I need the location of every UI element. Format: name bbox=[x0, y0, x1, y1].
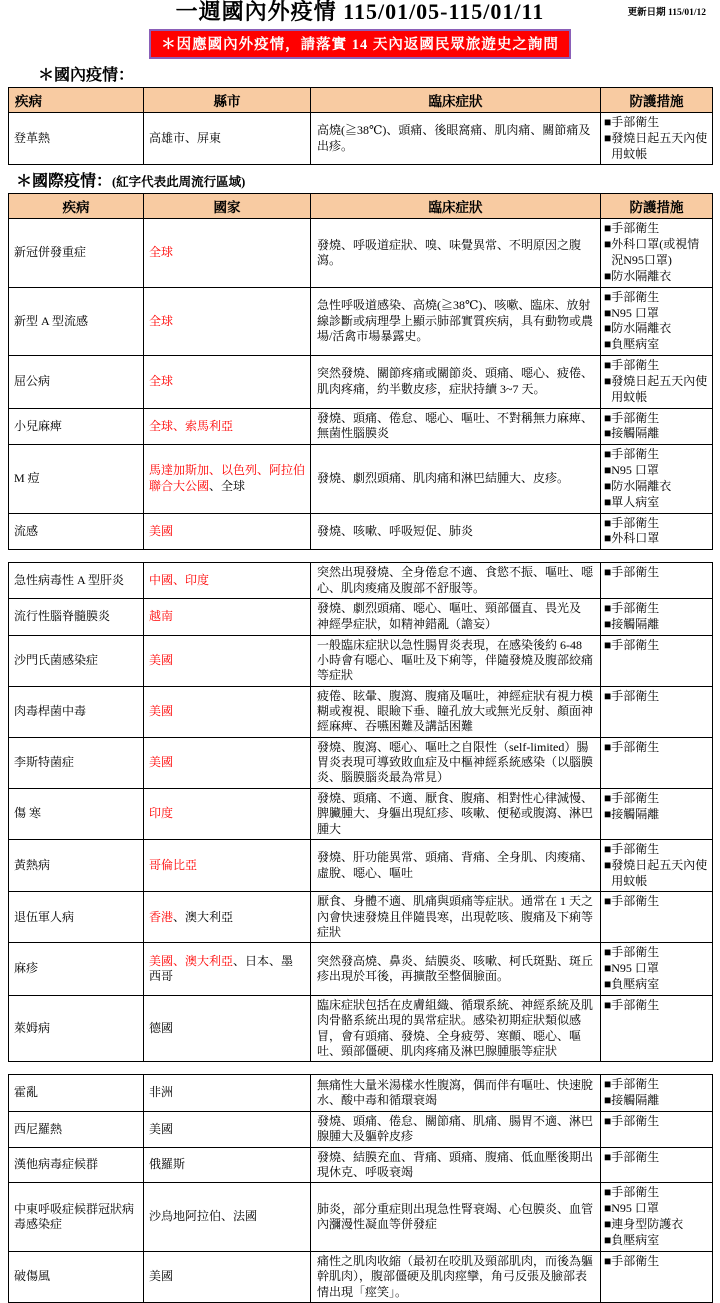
symptoms-cell: 發燒、呼吸道症狀、嗅、味覺異常、不明原因之腹瀉。 bbox=[311, 219, 601, 287]
black-square-icon: ■ bbox=[604, 977, 612, 992]
measure-text: 手部衛生 bbox=[611, 841, 660, 856]
measure-text: 單人病室 bbox=[611, 494, 660, 509]
measure-text: 手部衛生 bbox=[611, 115, 660, 129]
title-row bbox=[8, 0, 712, 26]
measure-text: 發燒日起五天內使用蚊帳 bbox=[611, 373, 708, 404]
table-row bbox=[9, 408, 713, 445]
measure-item bbox=[604, 479, 710, 495]
measure-text: 手部衛生 bbox=[611, 945, 660, 960]
disease-name-cell: 傷 寒 bbox=[9, 788, 144, 839]
measure-text: 負壓病室 bbox=[611, 1232, 660, 1247]
disease-name-cell: 黃熱病 bbox=[9, 839, 144, 891]
country-cell bbox=[144, 408, 311, 445]
measures-cell bbox=[601, 1075, 713, 1112]
country-text: 非洲 bbox=[149, 1085, 174, 1100]
update-date: 更新日期 115/01/12 bbox=[627, 8, 706, 18]
measure-text: 負壓病室 bbox=[611, 977, 660, 992]
disease-name-cell: M 痘 bbox=[9, 445, 144, 513]
black-square-icon: ■ bbox=[604, 841, 612, 856]
table-row bbox=[9, 113, 713, 165]
measures-cell bbox=[601, 839, 713, 891]
banner-wrap bbox=[8, 29, 712, 59]
country-epidemic-area: 越南 bbox=[149, 608, 174, 623]
table-row bbox=[9, 563, 713, 599]
symptoms-cell: 發燒、頭痛、倦怠、噁心、嘔吐、不對稱無力麻痺、無菌性腦膜炎 bbox=[311, 408, 601, 445]
country-epidemic-area: 全球 bbox=[149, 313, 174, 328]
symptoms-cell: 發燒、結膜充血、背痛、頭痛、腹痛、低血壓後期出現休克、呼吸衰竭 bbox=[311, 1147, 601, 1183]
table-row bbox=[9, 892, 713, 943]
measure-item bbox=[604, 1254, 710, 1270]
black-square-icon: ■ bbox=[604, 115, 612, 129]
table-row bbox=[9, 686, 713, 737]
black-square-icon: ■ bbox=[604, 1093, 612, 1108]
symptoms-cell: 無痛性大量米湯樣水性腹瀉，偶而伴有嘔吐、快速脫水、酸中毒和循環衰竭 bbox=[311, 1075, 601, 1112]
disease-name-cell: 霍亂 bbox=[9, 1075, 144, 1112]
measure-item bbox=[604, 961, 710, 977]
disease-name-cell: 沙門氏菌感染症 bbox=[9, 635, 144, 686]
table-row bbox=[9, 1075, 713, 1112]
country-epidemic-area: 全球、索馬利亞 bbox=[149, 418, 234, 433]
table-row bbox=[9, 445, 713, 513]
country-cell bbox=[144, 943, 311, 995]
table-header-row bbox=[9, 88, 713, 113]
black-square-icon: ■ bbox=[604, 1201, 612, 1216]
measure-item bbox=[604, 1093, 710, 1109]
disease-name-cell: 急性病毒性 A 型肝炎 bbox=[9, 563, 144, 599]
disease-name-cell: 漢他病毒症候群 bbox=[9, 1147, 144, 1183]
black-square-icon: ■ bbox=[604, 237, 612, 252]
table-row bbox=[9, 1147, 713, 1183]
disease-name-cell: 李斯特菌症 bbox=[9, 737, 144, 788]
domestic-epidemic-table bbox=[8, 87, 713, 165]
measure-item bbox=[604, 221, 710, 237]
disease-name-cell: 破傷風 bbox=[9, 1251, 144, 1302]
black-square-icon: ■ bbox=[604, 1253, 612, 1268]
country-epidemic-area: 美國 bbox=[149, 523, 174, 538]
country-epidemic-area: 香港 bbox=[149, 909, 174, 924]
measure-text: N95 口罩 bbox=[611, 305, 659, 320]
measure-text: N95 口罩 bbox=[611, 1201, 659, 1216]
measure-text: 手部衛生 bbox=[611, 688, 660, 703]
measure-text: 接觸隔離 bbox=[611, 616, 660, 631]
disease-name-cell: 新冠併發重症 bbox=[9, 219, 144, 287]
country-cell bbox=[144, 839, 311, 891]
black-square-icon: ■ bbox=[604, 1217, 612, 1232]
measures-cell bbox=[601, 219, 713, 287]
black-square-icon: ■ bbox=[604, 637, 612, 652]
measures-cell bbox=[601, 1112, 713, 1148]
country-epidemic-area: 全球 bbox=[149, 245, 174, 260]
disease-name-cell: 麻疹 bbox=[9, 943, 144, 995]
measure-item bbox=[604, 894, 710, 910]
symptoms-cell: 突然發高燒、鼻炎、結膜炎、咳嗽、柯氏斑點、斑丘疹出現於耳後，再擴散至整個臉面。 bbox=[311, 943, 601, 995]
black-square-icon: ■ bbox=[604, 997, 612, 1012]
measure-item bbox=[604, 321, 710, 337]
symptoms-cell: 發燒、咳嗽、呼吸短促、肺炎 bbox=[311, 513, 601, 550]
measure-item bbox=[604, 115, 710, 131]
country-cell bbox=[144, 1147, 311, 1183]
black-square-icon: ■ bbox=[604, 1114, 612, 1129]
measures-cell bbox=[601, 563, 713, 599]
black-square-icon: ■ bbox=[604, 130, 612, 145]
measure-item bbox=[604, 565, 710, 581]
table-row bbox=[9, 1112, 713, 1148]
measures-cell bbox=[601, 892, 713, 943]
country-epidemic-area: 美國 bbox=[149, 754, 174, 769]
column-header: 臨床症狀 bbox=[311, 88, 601, 113]
measure-item bbox=[604, 426, 710, 442]
country-text: 、日本、墨西哥 bbox=[149, 953, 294, 984]
measure-item bbox=[604, 374, 710, 406]
column-header: 疾病 bbox=[9, 194, 144, 219]
country-cell bbox=[144, 1251, 311, 1302]
country-epidemic-area: 美國 bbox=[149, 652, 174, 667]
black-square-icon: ■ bbox=[604, 463, 612, 478]
disease-name-cell: 中東呼吸症候群冠狀病毒感染症 bbox=[9, 1183, 144, 1251]
measures-cell bbox=[601, 635, 713, 686]
country-cell bbox=[144, 635, 311, 686]
measure-item bbox=[604, 1077, 710, 1093]
international-epidemic-table-1 bbox=[8, 193, 713, 550]
table-row bbox=[9, 1251, 713, 1302]
measure-text: 接觸隔離 bbox=[611, 1093, 660, 1108]
measure-item bbox=[604, 131, 710, 163]
column-header: 縣市 bbox=[144, 88, 311, 113]
measures-cell bbox=[601, 445, 713, 513]
measure-text: 防水隔離衣 bbox=[611, 268, 672, 283]
measure-item bbox=[604, 1217, 710, 1233]
measure-text: 手部衛生 bbox=[611, 997, 660, 1012]
country-text: 美國 bbox=[149, 1269, 174, 1284]
column-header: 臨床症狀 bbox=[311, 194, 601, 219]
measure-text: 手部衛生 bbox=[611, 1149, 660, 1164]
country-cell bbox=[144, 287, 311, 355]
measure-item bbox=[604, 237, 710, 269]
symptoms-cell: 發燒、腹瀉、噁心、嘔吐之自限性（self-limited）腸胃炎表現可導致敗血症及中樞神經系統感染（以腦膜炎、腦膜腦炎最為常見） bbox=[311, 737, 601, 788]
measures-cell bbox=[601, 995, 713, 1061]
measure-item bbox=[604, 1233, 710, 1249]
black-square-icon: ■ bbox=[604, 857, 612, 872]
measures-cell bbox=[601, 408, 713, 445]
column-header: 疾病 bbox=[9, 88, 144, 113]
country-cell bbox=[144, 892, 311, 943]
black-square-icon: ■ bbox=[604, 806, 612, 821]
symptoms-cell: 突然發燒、關節疼痛或關節炎、頭痛、噁心、疲倦、肌肉疼痛，約半數皮疹，症狀持續 3~7 天。 bbox=[311, 356, 601, 408]
black-square-icon: ■ bbox=[604, 565, 612, 580]
measure-item bbox=[604, 601, 710, 617]
column-header: 防護措施 bbox=[601, 194, 713, 219]
country-cell bbox=[144, 1183, 311, 1251]
measure-item bbox=[604, 516, 710, 532]
measure-text: 接觸隔離 bbox=[611, 806, 660, 821]
table-row bbox=[9, 356, 713, 408]
symptoms-cell: 臨床症狀包括在皮膚組織、循環系統、神經系統及肌肉骨骼系統出現的異常症狀。感染初期症狀類似感冒，會有頭痛、發燒、全身疲勞、寒顫、噁心、嘔吐、頸部僵硬、肌肉疼痛及淋巴腺腫脹等症狀 bbox=[311, 995, 601, 1061]
measure-item bbox=[604, 1201, 710, 1217]
symptoms-cell: 發燒、劇烈頭痛、噁心、嘔吐、頸部僵直、畏光及 神經學症狀，如精神錯亂（譫妄） bbox=[311, 598, 601, 635]
page-title: 一週國內外疫情 115/01/05-115/01/11 bbox=[175, 0, 545, 24]
symptoms-cell: 痛性之肌肉收縮（最初在咬肌及頸部肌肉，而後為軀幹肌肉），腹部僵硬及肌肉痙攣，角弓反張及臉部表情出現「痙笑」。 bbox=[311, 1251, 601, 1302]
country-text: 高雄市、屏東 bbox=[149, 130, 222, 145]
measure-item bbox=[604, 358, 710, 374]
measure-item bbox=[604, 269, 710, 285]
measure-item bbox=[604, 495, 710, 511]
measure-item bbox=[604, 791, 710, 807]
country-cell bbox=[144, 686, 311, 737]
measure-text: 手部衛生 bbox=[611, 1253, 660, 1268]
black-square-icon: ■ bbox=[604, 221, 612, 236]
country-cell bbox=[144, 598, 311, 635]
country-cell bbox=[144, 1112, 311, 1148]
disease-name-cell: 西尼羅熱 bbox=[9, 1112, 144, 1148]
country-epidemic-area: 中國、印度 bbox=[149, 572, 210, 587]
country-cell bbox=[144, 563, 311, 599]
country-cell bbox=[144, 113, 311, 165]
country-epidemic-area: 全球 bbox=[149, 374, 174, 389]
disease-name-cell: 肉毒桿菌中毒 bbox=[9, 686, 144, 737]
disease-name-cell: 流感 bbox=[9, 513, 144, 550]
measure-text: 手部衛生 bbox=[611, 894, 660, 909]
black-square-icon: ■ bbox=[604, 790, 612, 805]
country-cell bbox=[144, 445, 311, 513]
symptoms-cell: 厭食、身體不適、肌痛與頭痛等症狀。通常在 1 天之內會快速發燒且伴隨畏寒，出現乾咳、腹痛及下痢等症狀 bbox=[311, 892, 601, 943]
measures-cell bbox=[601, 1183, 713, 1251]
black-square-icon: ■ bbox=[604, 961, 612, 976]
country-cell bbox=[144, 1075, 311, 1112]
disease-name-cell: 流行性腦脊髓膜炎 bbox=[9, 598, 144, 635]
column-header: 國家 bbox=[144, 194, 311, 219]
symptoms-cell: 一般臨床症狀以急性腸胃炎表現，在感染後約 6-48 小時會有噁心、嘔吐及下痢等，伴隨發燒及腹部絞痛等症狀 bbox=[311, 635, 601, 686]
black-square-icon: ■ bbox=[604, 321, 612, 336]
country-text: 美國 bbox=[149, 1121, 174, 1136]
measure-text: 外科口罩 bbox=[611, 531, 660, 546]
table-row bbox=[9, 287, 713, 355]
table-row bbox=[9, 995, 713, 1061]
table-row bbox=[9, 839, 713, 891]
black-square-icon: ■ bbox=[604, 426, 612, 441]
country-epidemic-area: 美國 bbox=[149, 703, 174, 718]
measure-text: 手部衛生 bbox=[611, 447, 660, 462]
black-square-icon: ■ bbox=[604, 478, 612, 493]
black-square-icon: ■ bbox=[604, 373, 612, 388]
measure-item bbox=[604, 998, 710, 1014]
measures-cell bbox=[601, 1147, 713, 1183]
measure-item bbox=[604, 807, 710, 823]
symptoms-cell: 高燒(≧38℃)、頭痛、後眼窩痛、肌肉痛、關節痛及出疹。 bbox=[311, 113, 601, 165]
measures-cell bbox=[601, 598, 713, 635]
symptoms-cell: 發燒、肝功能異常、頭痛、背痛、全身肌、肉痠痛、虛脫、噁心、嘔吐 bbox=[311, 839, 601, 891]
measure-text: 手部衛生 bbox=[611, 565, 660, 580]
measure-item bbox=[604, 447, 710, 463]
country-text: 德國 bbox=[149, 1020, 174, 1035]
international-epidemic-table-2 bbox=[8, 562, 713, 1062]
country-cell bbox=[144, 356, 311, 408]
symptoms-cell: 肺炎，部分重症則出現急性腎衰竭、心包膜炎、血管內瀰漫性凝血等併發症 bbox=[311, 1183, 601, 1251]
measure-text: 手部衛生 bbox=[611, 1114, 660, 1129]
country-text: 沙烏地阿拉伯、法國 bbox=[149, 1209, 258, 1224]
measure-text: 防水隔離衣 bbox=[611, 321, 672, 336]
table-row bbox=[9, 1183, 713, 1251]
measure-item bbox=[604, 638, 710, 654]
country-text: 、全球 bbox=[209, 478, 246, 493]
black-square-icon: ■ bbox=[604, 515, 612, 530]
measures-cell bbox=[601, 737, 713, 788]
measure-item bbox=[604, 463, 710, 479]
table-row bbox=[9, 219, 713, 287]
domestic-section-heading: ＊國內疫情： bbox=[38, 67, 135, 84]
symptoms-cell: 疲倦、眩暈、腹瀉、腹痛及嘔吐，神經症狀有視力模糊或複視、眼瞼下垂、瞳孔放大或無光反射、顏面神經麻痺、吞嚥困難及講話困難 bbox=[311, 686, 601, 737]
international-section-heading bbox=[16, 168, 712, 191]
measure-item bbox=[604, 689, 710, 705]
measures-cell bbox=[601, 788, 713, 839]
measure-text: 手部衛生 bbox=[611, 515, 660, 530]
measure-item bbox=[604, 977, 710, 993]
measure-item bbox=[604, 858, 710, 890]
black-square-icon: ■ bbox=[604, 616, 612, 631]
black-square-icon: ■ bbox=[604, 410, 612, 425]
measure-item bbox=[604, 337, 710, 353]
international-epidemic-table-3 bbox=[8, 1074, 713, 1302]
measure-text: 外科口罩(或視情況N95口罩) bbox=[611, 237, 700, 268]
measures-cell bbox=[601, 943, 713, 995]
measure-item bbox=[604, 617, 710, 633]
measure-item bbox=[604, 1150, 710, 1166]
black-square-icon: ■ bbox=[604, 894, 612, 909]
symptoms-cell: 發燒、劇烈頭痛、肌肉痛和淋巴結腫大、皮疹。 bbox=[311, 445, 601, 513]
measure-item bbox=[604, 740, 710, 756]
black-square-icon: ■ bbox=[604, 305, 612, 320]
table-row bbox=[9, 788, 713, 839]
country-cell bbox=[144, 513, 311, 550]
black-square-icon: ■ bbox=[604, 494, 612, 509]
black-square-icon: ■ bbox=[604, 1077, 612, 1092]
column-header: 防護措施 bbox=[601, 88, 713, 113]
black-square-icon: ■ bbox=[604, 688, 612, 703]
black-square-icon: ■ bbox=[604, 337, 612, 352]
black-square-icon: ■ bbox=[604, 289, 612, 304]
measure-item bbox=[604, 1114, 710, 1130]
table-row bbox=[9, 737, 713, 788]
black-square-icon: ■ bbox=[604, 447, 612, 462]
measure-text: 手部衛生 bbox=[611, 1077, 660, 1092]
symptoms-cell: 發燒、頭痛、倦怠、關節痛、肌痛、腸胃不適、淋巴腺腫大及軀幹皮疹 bbox=[311, 1112, 601, 1148]
table-row bbox=[9, 598, 713, 635]
country-text: 俄羅斯 bbox=[149, 1157, 186, 1172]
symptoms-cell: 突然出現發燒、全身倦怠不適、食慾不振、嘔吐、噁心、肌肉痠痛及腹部不舒服等。 bbox=[311, 563, 601, 599]
symptoms-cell: 急性呼吸道感染、高燒(≧38℃)、咳嗽、臨床、放射線診斷或病理學上顯示肺部實質疾病，具有動物或農場/活禽市場暴露史。 bbox=[311, 287, 601, 355]
measure-text: 手部衛生 bbox=[611, 739, 660, 754]
measure-item bbox=[604, 1185, 710, 1201]
black-square-icon: ■ bbox=[604, 600, 612, 615]
measure-text: 防水隔離衣 bbox=[611, 478, 672, 493]
measure-text: 連身型防護衣 bbox=[611, 1217, 684, 1232]
country-epidemic-area: 哥倫比亞 bbox=[149, 857, 198, 872]
measures-cell bbox=[601, 287, 713, 355]
disease-name-cell: 退伍軍人病 bbox=[9, 892, 144, 943]
table-row bbox=[9, 635, 713, 686]
country-epidemic-area: 印度 bbox=[149, 806, 174, 821]
black-square-icon: ■ bbox=[604, 1185, 612, 1200]
disease-name-cell: 小兒麻痺 bbox=[9, 408, 144, 445]
measure-text: N95 口罩 bbox=[611, 961, 659, 976]
black-square-icon: ■ bbox=[604, 531, 612, 546]
measure-item bbox=[604, 842, 710, 858]
measures-cell bbox=[601, 686, 713, 737]
disease-name-cell: 屈公病 bbox=[9, 356, 144, 408]
black-square-icon: ■ bbox=[604, 358, 612, 373]
black-square-icon: ■ bbox=[604, 945, 612, 960]
measure-text: 手部衛生 bbox=[611, 600, 660, 615]
measure-text: 手部衛生 bbox=[611, 790, 660, 805]
measure-text: 手部衛生 bbox=[611, 637, 660, 652]
table-header-row bbox=[9, 194, 713, 219]
measure-text: 手部衛生 bbox=[611, 410, 660, 425]
measure-text: N95 口罩 bbox=[611, 463, 659, 478]
country-cell bbox=[144, 788, 311, 839]
country-epidemic-area: 馬達加斯加、以色列、阿拉伯聯合大公國 bbox=[149, 463, 306, 493]
measure-text: 發燒日起五天內使用蚊帳 bbox=[611, 130, 708, 161]
measure-item bbox=[604, 531, 710, 547]
measures-cell bbox=[601, 1251, 713, 1302]
table-row bbox=[9, 943, 713, 995]
measure-text: 發燒日起五天內使用蚊帳 bbox=[611, 857, 708, 888]
measures-cell bbox=[601, 113, 713, 165]
measure-item bbox=[604, 290, 710, 306]
travel-history-alert-banner: ＊因應國內外疫情，請落實 14 天內返國民眾旅遊史之詢問 bbox=[149, 29, 571, 59]
black-square-icon: ■ bbox=[604, 739, 612, 754]
black-square-icon: ■ bbox=[604, 268, 612, 283]
measure-text: 負壓病室 bbox=[611, 337, 660, 352]
black-square-icon: ■ bbox=[604, 1232, 612, 1247]
measure-text: 手部衛生 bbox=[611, 358, 660, 373]
measure-text: 接觸隔離 bbox=[611, 426, 660, 441]
disease-name-cell: 登革熱 bbox=[9, 113, 144, 165]
measure-text: 手部衛生 bbox=[611, 221, 660, 236]
country-text: 、澳大利亞 bbox=[173, 909, 234, 924]
country-cell bbox=[144, 219, 311, 287]
country-epidemic-area: 美國、澳大利亞 bbox=[149, 953, 234, 968]
disease-name-cell: 新型 A 型流感 bbox=[9, 287, 144, 355]
disease-name-cell: 萊姆病 bbox=[9, 995, 144, 1061]
table-row bbox=[9, 513, 713, 550]
country-cell bbox=[144, 995, 311, 1061]
measure-item bbox=[604, 945, 710, 961]
international-section-title: ＊國際疫情： bbox=[16, 173, 113, 191]
measures-cell bbox=[601, 356, 713, 408]
measure-text: 手部衛生 bbox=[611, 289, 660, 304]
symptoms-cell: 發燒、頭痛、不適、厭食、腹痛、相對性心律減慢、脾臟腫大、身軀出現紅疹、咳嗽、便秘或腹瀉、淋巴腫大 bbox=[311, 788, 601, 839]
international-section-note: (紅字代表此周流行區域) bbox=[112, 175, 246, 190]
country-cell bbox=[144, 737, 311, 788]
measure-text: 手部衛生 bbox=[611, 1185, 660, 1200]
black-square-icon: ■ bbox=[604, 1149, 612, 1164]
measures-cell bbox=[601, 513, 713, 550]
measure-item bbox=[604, 306, 710, 322]
measure-item bbox=[604, 411, 710, 427]
